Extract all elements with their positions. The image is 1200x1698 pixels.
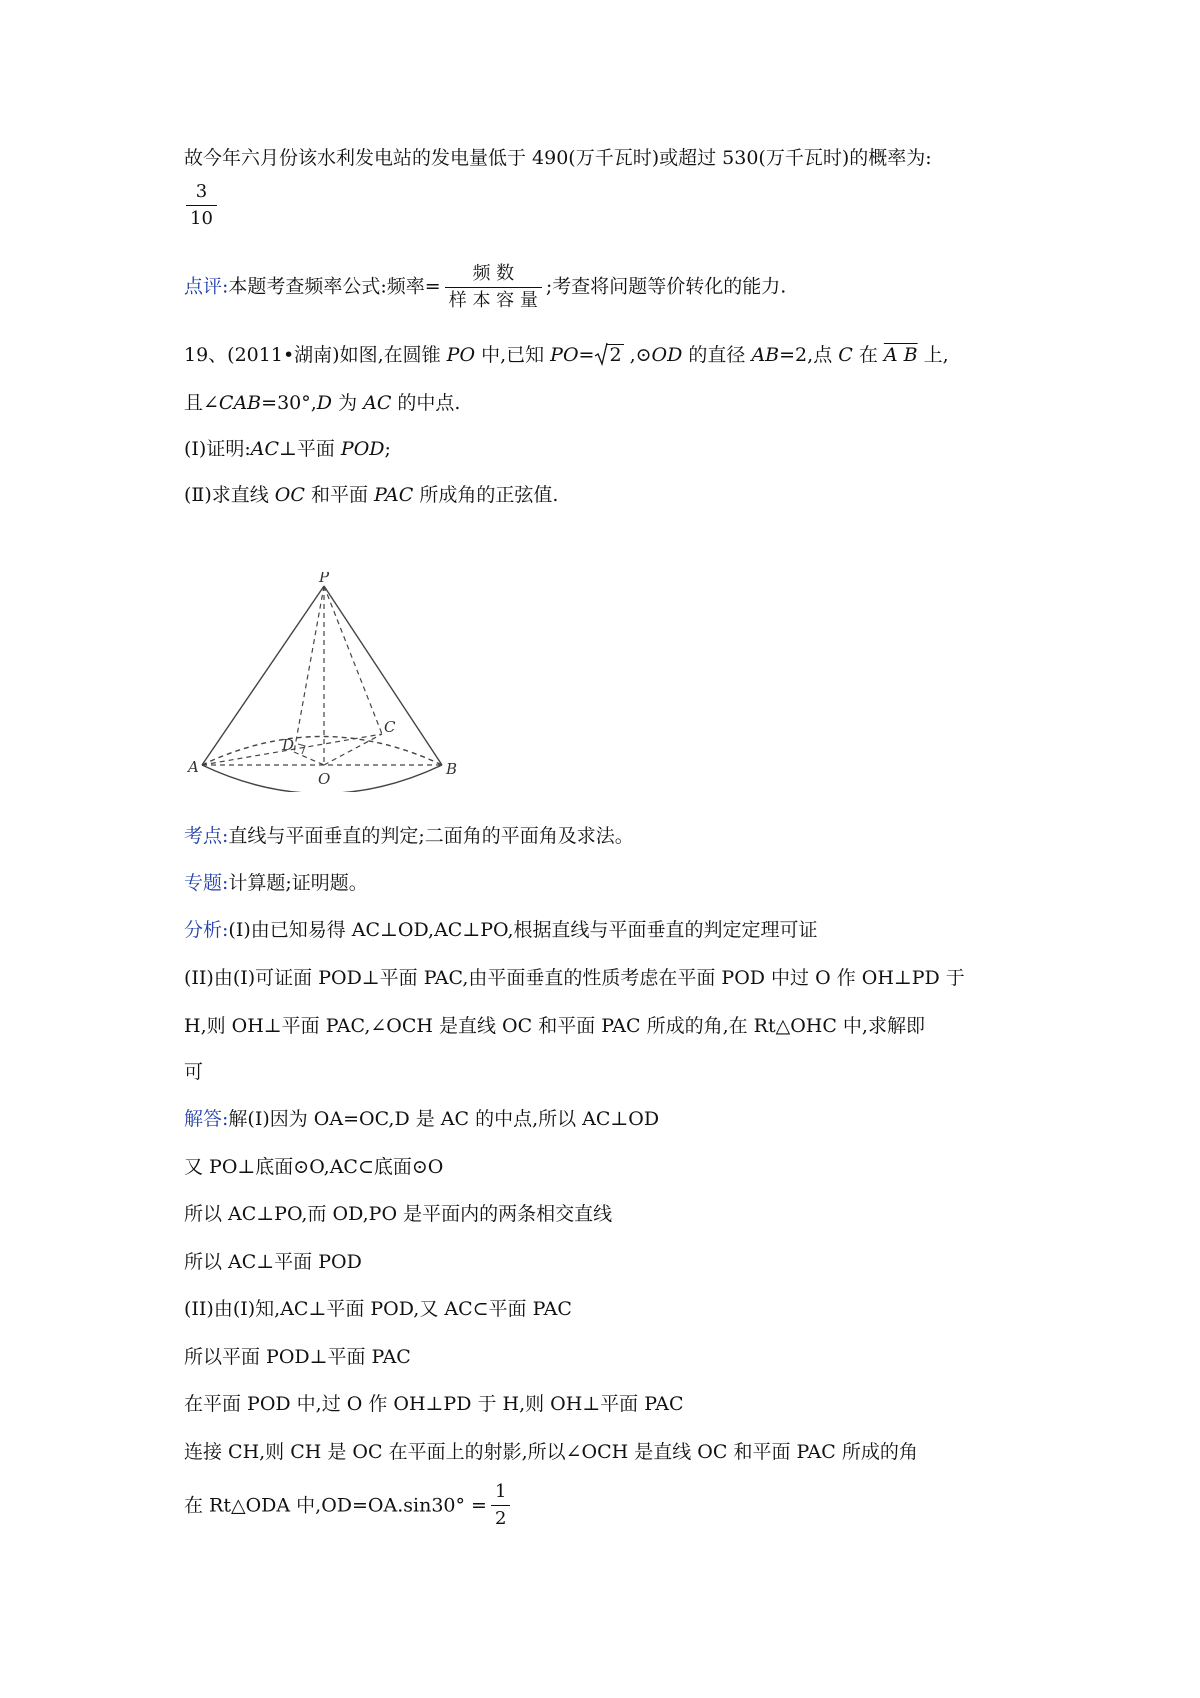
probability-sentence: 故今年六月份该水利发电站的发电量低于 490(万千瓦时)或超过 530(万千瓦时)的概率为: xyxy=(184,147,932,169)
label-P: P xyxy=(319,572,330,586)
jieda-line-4: 所以 AC⊥平面 POD xyxy=(184,1251,362,1273)
jieda-line-6: 所以平面 POD⊥平面 PAC xyxy=(184,1346,411,1368)
jieda-line-7: 在平面 POD 中,过 O 作 OH⊥PD 于 H,则 OH⊥平面 PAC xyxy=(184,1393,684,1415)
fenxi-line-4: 可 xyxy=(184,1061,204,1083)
jieda-line-9: 在 Rt△ODA 中,OD=OA.sin30° = $\frac{1}{2}$ xyxy=(184,1480,510,1531)
probability-fraction xyxy=(186,180,217,231)
jieda-line-2: 又 PO⊥底面⊙O,AC⊂底面⊙O xyxy=(184,1156,444,1178)
jieda-line-8: 连接 CH,则 CH 是 OC 在平面上的射影,所以∠OCH 是直线 OC 和平面 PAC 所成的角 xyxy=(184,1441,918,1463)
kaodian-line: 考点:直线与平面垂直的判定;二面角的平面角及求法。 xyxy=(184,825,634,847)
sqrt-2: 2 xyxy=(594,342,623,368)
jieda-label: 解答: xyxy=(184,1108,229,1130)
question-19-part-2: (Ⅱ)求直线 OC 和平面 PAC 所成角的正弦值. xyxy=(184,484,559,506)
fraction-1-2: $\frac{1}{2}$ xyxy=(491,1480,510,1531)
edge-PA xyxy=(202,586,324,765)
zhuanti-label: 专题: xyxy=(184,872,229,894)
question-19-line-1: 19、(2011•湖南)如图,在圆锥 PO 中,已知 PO= 2 ,⊙OD 的直径 AB=2,点 C 在 A B 上, xyxy=(184,344,949,366)
segment-OD xyxy=(294,752,324,765)
question-19-line-2: 且∠CAB=30°,D 为 AC 的中点. xyxy=(184,392,461,414)
label-A: A xyxy=(188,758,199,776)
review-label: 点评: xyxy=(184,275,229,298)
fenxi-line-2: (II)由(I)可证面 POD⊥平面 PAC,由平面垂直的性质考虑在平面 POD 中过 O 作 OH⊥PD 于 xyxy=(184,967,965,989)
right-angle-mark xyxy=(298,744,305,754)
label-D: D xyxy=(282,736,295,754)
cone-figure xyxy=(184,572,474,792)
segment-PD xyxy=(294,586,324,752)
jieda-line-1: 解答:解(I)因为 OA=OC,D 是 AC 的中点,所以 AC⊥OD xyxy=(184,1108,660,1130)
review-line: 点评:本题考查频率公式:频率= $\frac{\text{频 数}}{\text{样 本 容 量}}$ ;考查将问题等价转化的能力. xyxy=(184,263,787,311)
fenxi-label: 分析: xyxy=(184,919,229,941)
fenxi-line-1: 分析:(I)由已知易得 AC⊥OD,AC⊥PO,根据直线与平面垂直的判定定理可证 xyxy=(184,919,818,941)
question-19-part-1: (Ⅰ)证明:AC⊥平面 POD; xyxy=(184,438,391,460)
fraction-3-10: $\frac{3}{10}$ xyxy=(186,180,217,231)
fenxi-line-3: H,则 OH⊥平面 PAC,∠OCH 是直线 OC 和平面 PAC 所成的角,在 Rt△OHC 中,求解即 xyxy=(184,1015,925,1037)
radical-sign-icon xyxy=(594,342,608,366)
frequency-fraction: $\frac{\text{频 数}}{\text{样 本 容 量}}$ xyxy=(445,262,542,313)
edge-PB xyxy=(324,586,442,765)
jieda-line-5: (II)由(I)知,AC⊥平面 POD,又 AC⊂平面 PAC xyxy=(184,1298,572,1320)
base-back-arc xyxy=(202,737,442,766)
label-O: O xyxy=(318,770,331,788)
label-C: C xyxy=(384,718,396,736)
kaodian-label: 考点: xyxy=(184,825,229,847)
zhuanti-line: 专题:计算题;证明题。 xyxy=(184,872,368,894)
jieda-line-3: 所以 AC⊥PO,而 OD,PO 是平面内的两条相交直线 xyxy=(184,1203,613,1225)
label-B: B xyxy=(446,760,458,778)
